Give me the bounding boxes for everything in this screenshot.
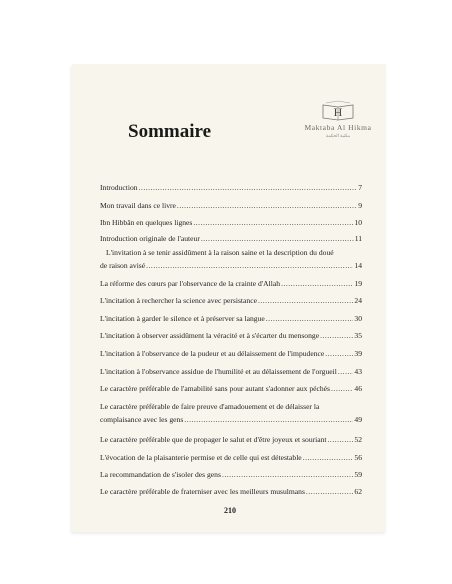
toc-page-number: 19: [354, 279, 362, 288]
toc-entry: [100, 277, 362, 290]
leader-dots: [139, 181, 358, 194]
toc-page-number: 30: [354, 314, 362, 323]
toc-page-number: 7: [358, 183, 362, 192]
toc-entry-text: La recommandation de s'isoler des gens: [100, 470, 221, 479]
toc-entry: [100, 246, 362, 272]
leader-dots: [328, 433, 354, 446]
leader-dots: [338, 365, 354, 378]
book-emblem-icon: [321, 100, 355, 122]
toc-entry-text: Ibn Hibbân en quelques lignes: [100, 218, 193, 227]
page-title: Sommaire: [128, 121, 212, 142]
toc-entry: [100, 312, 362, 325]
toc-page-number: 46: [354, 384, 362, 393]
toc-page-number: 24: [354, 296, 362, 305]
toc-entry-text: Introduction: [100, 183, 138, 192]
toc-page-number: 56: [354, 453, 362, 462]
leader-dots: [325, 347, 353, 360]
toc-page-number: 52: [354, 435, 362, 444]
publisher-subtitle: مكتبة الحكمة: [325, 133, 351, 138]
logo-letter: H: [333, 105, 343, 119]
toc-entry: [100, 329, 362, 342]
toc-entry-text: Mon travail dans ce livre: [100, 201, 176, 210]
leader-dots: [201, 232, 354, 245]
toc-entry-text: L'incitation à garder le silence et à préserver sa langue: [100, 314, 265, 323]
publisher-name: Maktaba Al Hikma: [304, 123, 372, 132]
toc-page-number: 11: [354, 234, 362, 243]
leader-dots: [320, 329, 353, 342]
leader-dots: [222, 468, 353, 481]
publisher-logo: [300, 100, 376, 139]
toc-entry-text: Le caractère préférable que de propager le salut et d'être joyeux et souriant: [100, 435, 327, 444]
toc-page-number: 49: [354, 415, 362, 424]
page-folio: 210: [224, 506, 236, 515]
toc-entry: [100, 365, 362, 378]
toc-page-number: 39: [354, 349, 362, 358]
toc-entry-text: L'incitation à rechercher la science avec persistance: [100, 296, 257, 305]
toc-entry: [100, 485, 362, 498]
toc-entry-text: L'incitation à observer assidûment la véracité et à s'écarter du mensonge: [100, 331, 320, 340]
toc-page-number: 62: [354, 487, 362, 496]
toc-page-number: 9: [358, 201, 362, 210]
leader-dots: [146, 259, 353, 272]
leader-dots: [266, 312, 354, 325]
leader-dots: [184, 413, 353, 426]
toc-page-number: 35: [354, 331, 362, 340]
toc-page-number: 43: [354, 367, 362, 376]
toc-entry-text-line1: Le caractère préférable de faire preuve d'amadouement et de délaisser la: [100, 402, 320, 411]
toc-entry: [100, 468, 362, 481]
leader-dots: [177, 199, 357, 212]
toc-entry: [100, 433, 362, 446]
leader-dots: [258, 294, 353, 307]
leader-dots: [193, 216, 353, 229]
leader-dots: [306, 485, 353, 498]
toc-entry-text: complaisance avec les gens: [100, 415, 184, 424]
toc-entry-text: Le caractère préférable de fraterniser avec les meilleurs musulmans: [100, 487, 305, 496]
toc-entry: [100, 199, 362, 212]
toc-entry-text: L'incitation à l'observance de la pudeur et au délaissement de l'impudence: [100, 349, 325, 358]
toc-entry: [100, 294, 362, 307]
toc-entry: [100, 232, 362, 245]
toc-page-number: 14: [354, 261, 362, 270]
leader-dots: [303, 451, 354, 464]
toc-entry-text: L'incitation à l'observance assidue de l'humilité et au délaissement de l'orgueil: [100, 367, 337, 376]
toc-entry-text: La réforme des cœurs par l'observance de la crainte d'Allah: [100, 279, 281, 288]
toc-entry-text: Introduction originale de l'auteur: [100, 234, 200, 243]
toc-entry: [100, 216, 362, 229]
leader-dots: [281, 277, 353, 290]
toc-entry: [100, 347, 362, 360]
leader-dots: [331, 382, 353, 395]
toc-entry: [100, 382, 362, 395]
toc-entry-text: de raison avisé: [100, 261, 146, 270]
toc-entry-text: L'évocation de la plaisanterie permise et de celle qui est détestable: [100, 453, 302, 462]
toc-entry: [100, 451, 362, 464]
toc-entry: [100, 400, 362, 426]
toc-page-number: 10: [354, 218, 362, 227]
toc-entry-text: Le caractère préférable de l'amabilité sans pour autant s'adonner aux péchés: [100, 384, 331, 393]
toc-page-number: 59: [354, 470, 362, 479]
toc-entry-text-line1: L'invitation à se tenir assidûment à la raison saine et la description du doué: [106, 248, 334, 257]
toc-entry: [100, 181, 362, 194]
